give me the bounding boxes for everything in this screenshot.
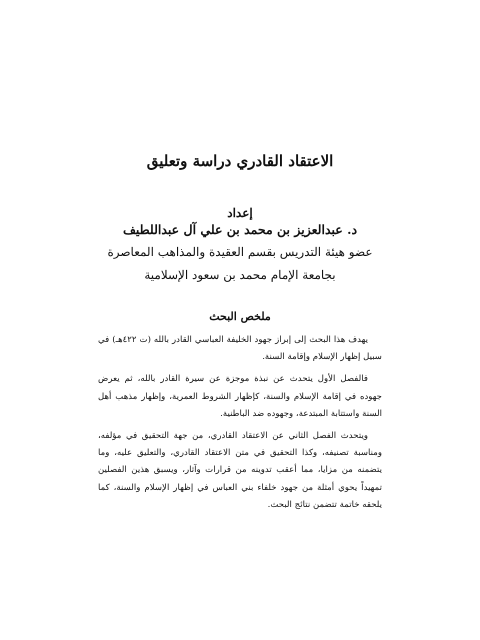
author-name: د. عبدالعزيز بن محمد بن علي آل عبداللطيف: [122, 222, 358, 237]
abstract-paragraph: ويتحدث الفصل الثاني عن الاعتقاد القادري، من جهة التحقيق في مؤلفه، ومناسبة تصنيفه، وكذا التحقيق في متن الاعتقاد القادري، والتعليق عليه، وما يتضمنه من مزايا، مما أعقب تدوينه من قرارات وآثار، ويسبق هذين الفصلين تمهيداً يحوي أمثلة من جهود خلفاء بني العباس في إظهار الإسلام والسنة، كما يلحقه خاتمة تتضمن نتائج البحث.: [98, 431, 382, 510]
abstract-heading: ملخص البحث: [209, 310, 271, 323]
author-affiliation-department: عضو هيئة التدريس بقسم العقيدة والمذاهب المعاصرة: [107, 245, 373, 259]
paper-title: الاعتقاد القادري دراسة وتعليق: [146, 152, 334, 170]
abstract-paragraph: فالفصل الأول يتحدث عن نبذة موجزة عن سيرة القادر بالله، ثم يعرض جهوده في إقامة الإسلام والسنة، كإظهار الشروط العمرية، وإظهار مذهب أهل السنة واستتابة المبتدعة، وجهوده ضد الباطنية.: [98, 374, 382, 419]
abstract-body: [98, 332, 382, 514]
abstract-paragraph: يهدف هذا البحث إلى إبراز جهود الخليفة العباسي القادر بالله (ت ٤٢٢هـ) في سبيل إظهار الإسلام وإقامة السنة.: [98, 335, 382, 363]
prepared-by-label: إعداد: [227, 206, 253, 220]
author-affiliation-university: بجامعة الإمام محمد بن سعود الإسلامية: [144, 268, 336, 282]
